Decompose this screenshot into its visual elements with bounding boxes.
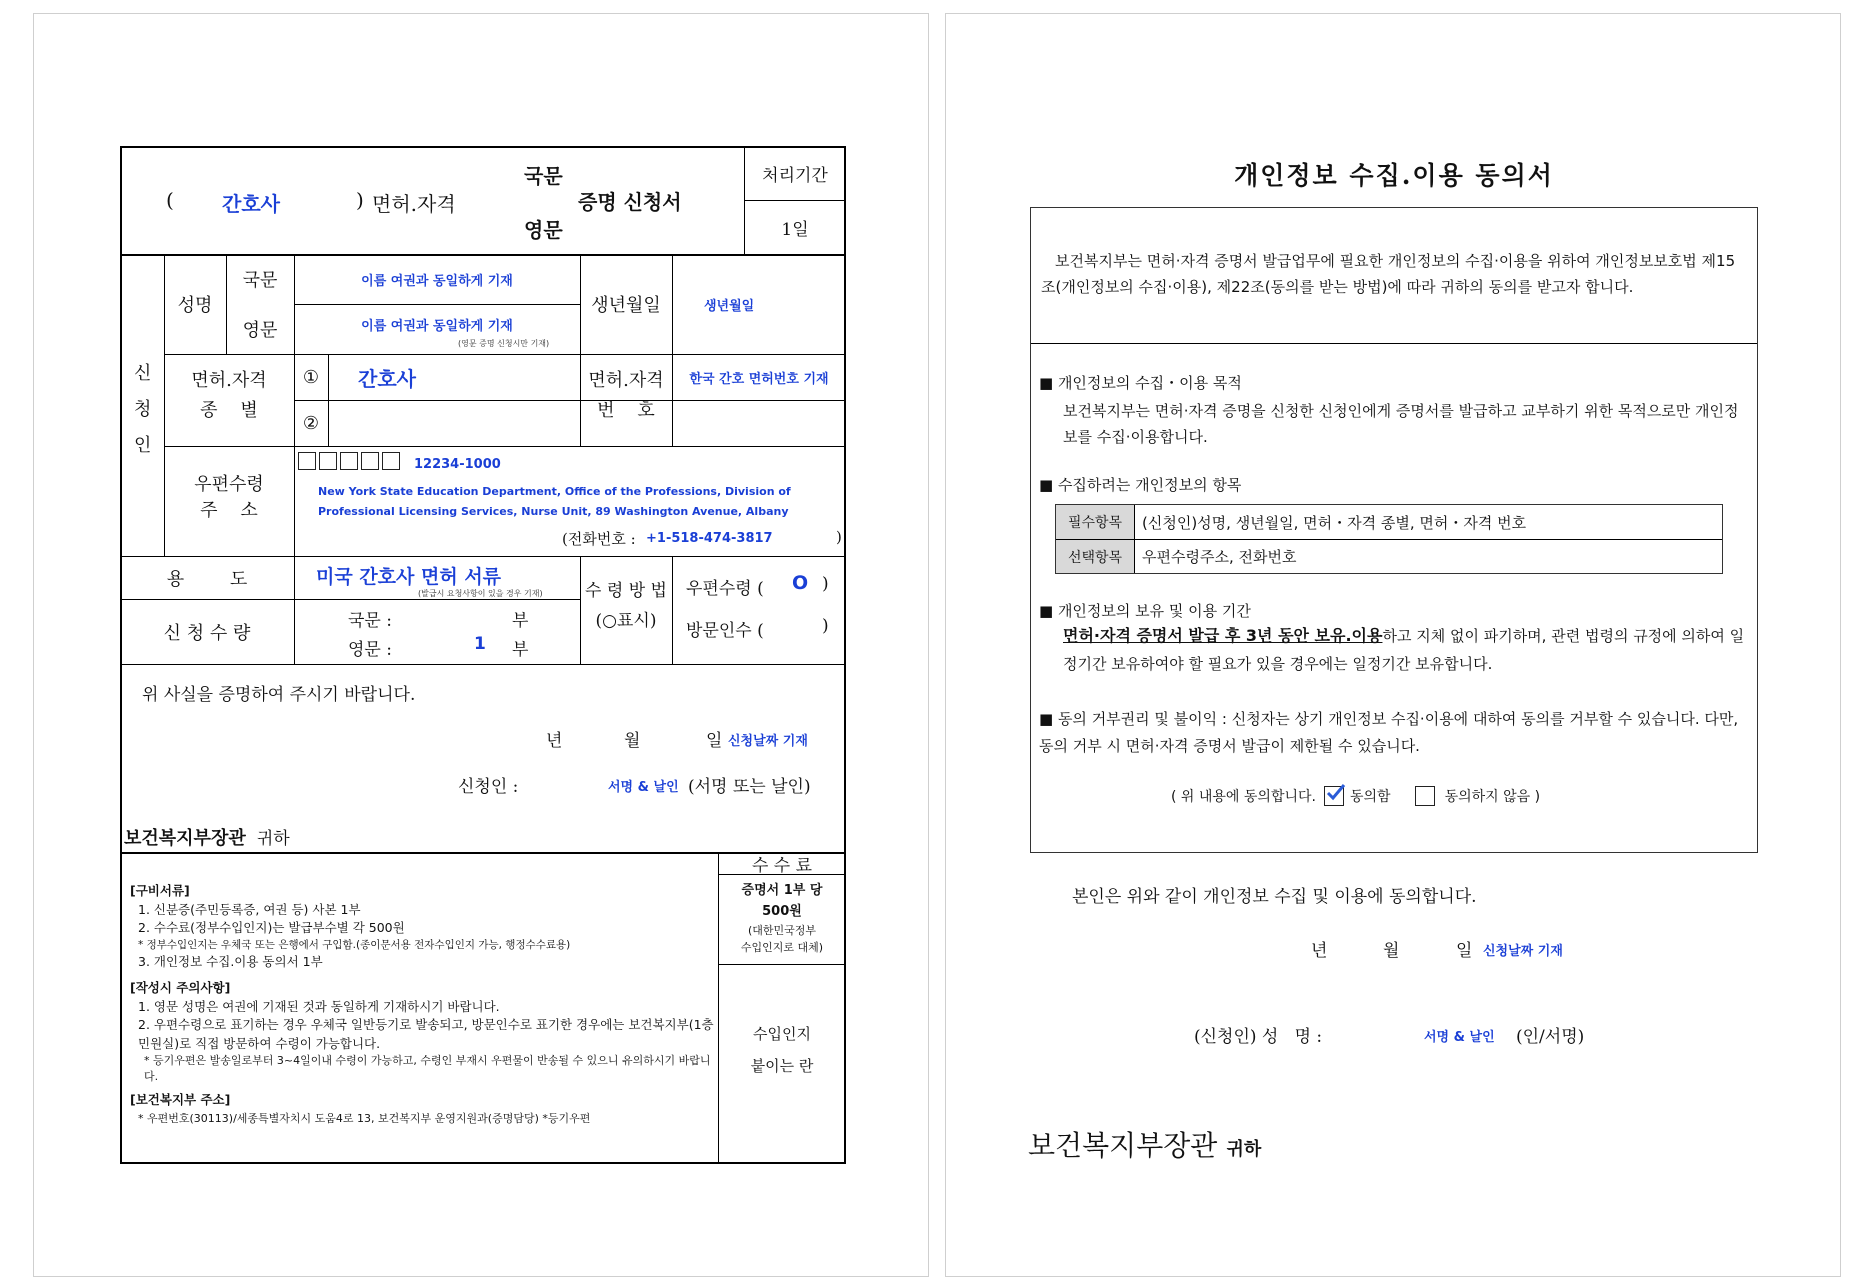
application-form-page [33, 13, 929, 1277]
certify-text: 위 사실을 증명하여 주시기 바랍니다. [142, 685, 416, 705]
qty-en-label: 영문 : [348, 640, 392, 660]
title-paren-open: ( [166, 188, 174, 212]
doc-1: 1. 신분증(주민등록증, 여권 등) 사본 1부 [138, 901, 361, 917]
section-3-title: ■ 개인정보의 보유 및 이용 기간 [1039, 602, 1251, 620]
qty-kr-unit: 부 [512, 611, 529, 631]
check-icon [1324, 782, 1346, 804]
receive-mail-close: ) [822, 574, 829, 594]
phone-label: (전화번호 : [562, 530, 636, 548]
ministry-title: [보건복지부 주소] [130, 1092, 231, 1107]
consent-intro: 보건복지부는 면허·자격 증명서 발급업무에 필요한 개인정보의 수집·이용을 위하여 개인정보보호법 제15조(개인정보의 수집·이용), 제22조(동의를 받는 방법)에 따라 귀하의 동의를 받고자 합니다. [1041, 252, 1736, 296]
zip-value[interactable]: 12234-1000 [414, 457, 501, 472]
section-4-title: ■ 동의 거부권리 및 불이익 : [1039, 710, 1227, 728]
license-type-value[interactable]: 간호사 [222, 192, 280, 216]
addressee-suffix: 귀하 [256, 829, 290, 849]
instructions [130, 882, 714, 1128]
section-3-bold: 면허·자격 증명서 발급 후 3년 동안 보유.이용 [1063, 626, 1383, 645]
fee-title: 수 수 료 [751, 855, 813, 876]
docs-title: [구비서류] [130, 883, 190, 898]
title-license: 면허.자격 [372, 192, 456, 216]
consent-addressee: 보건복지부장관 [1028, 1129, 1218, 1162]
applicant-sign-label: 신청인 : [458, 777, 519, 797]
receive-mail-mark[interactable]: O [792, 572, 809, 594]
agree-checkbox[interactable] [1324, 786, 1344, 806]
license-kind-field-1[interactable]: 간호사 [358, 366, 416, 391]
consent-sign-label: (신청인) 성 명 : [1194, 1027, 1323, 1047]
date-field[interactable]: 신청날짜 기재 [728, 734, 808, 749]
receive-mail-label: 우편수령 ( [686, 579, 764, 599]
doc-2-note: * 정부수입인지는 우체국 또는 은행에서 구입함.(종이문서용 전자수입인지 가능, 행정수수료용) [138, 938, 571, 951]
doc-2: 2. 수수료(정부수입인지)는 발급부수별 각 500원 [138, 920, 405, 935]
section-1-title: ■ 개인정보의 수집・이용 목적 [1039, 374, 1242, 392]
consent-date-year: 년 [1311, 941, 1328, 961]
doc-3: 3. 개인정보 수집.이용 동의서 1부 [138, 953, 323, 969]
license-kind-label-2: 종 별 [200, 400, 258, 421]
title-lang-en: 영문 [524, 218, 563, 242]
name-en-label: 영문 [242, 320, 278, 341]
fee-line-3: (대한민국정부 [747, 924, 817, 937]
applicant-label-2: 청 [134, 399, 152, 420]
receive-label-1: 수 령 방 법 [585, 581, 667, 601]
title-lang-kr: 국문 [524, 164, 563, 188]
name-label: 성명 [177, 295, 213, 316]
receive-visit-label: 방문인수 ( [686, 621, 764, 641]
name-en-field[interactable]: 이름 여권과 동일하게 기재 [361, 318, 513, 334]
agree-no-label: 동의하지 않음 ) [1444, 789, 1541, 805]
title-paren-close: ) [356, 188, 364, 212]
optional-value: 우편수령주소, 전화번호 [1142, 548, 1297, 566]
note-1: 1. 영문 성명은 여권에 기재된 것과 동일하게 기재하시기 바랍니다. [138, 998, 500, 1014]
phone-field[interactable]: +1-518-474-3817 [646, 531, 773, 546]
purpose-note: (발급시 요청사항이 있을 경우 기재) [418, 589, 543, 598]
note-2-sub: * 등기우편은 발송일로부터 3~4일이내 수령이 가능하고, 수령인 부재시 우편물이 반송될 수 있으니 유의하시기 바랍니다. [144, 1054, 711, 1083]
consent-date-day: 일 [1456, 941, 1473, 961]
purpose-field[interactable]: 미국 간호사 면허 서류 [316, 566, 502, 588]
postal-label-1: 우편수령 [194, 474, 264, 495]
section-3-body: 하고 지체 없이 파기하며, 관련 법령의 규정에 의하여 일정기간 보유하여야 할 필요가 있을 경우에는 일정기간 보유합니다. [1063, 627, 1745, 673]
note-2: 2. 우편수령으로 표기하는 경우 우체국 일반등기로 발송되고, 방문인수로 표기한 경우에는 보건복지부(1층 민원실)로 직접 방문하여 수령이 가능합니다. [138, 1017, 714, 1051]
receive-label-2: (○표시) [595, 611, 657, 631]
date-year: 년 [546, 731, 563, 751]
sign-suffix: (서명 또는 날인) [688, 777, 811, 797]
ministry-address: * 우편번호(30113)/세종특별자치시 도움4로 13, 보건복지부 운영지원과(증명담당) *등기우편 [138, 1111, 591, 1125]
consent-box [1030, 207, 1758, 853]
qty-label: 신 청 수 량 [163, 622, 251, 644]
addressee: 보건복지부장관 [124, 828, 246, 849]
postal-label-2: 주 소 [200, 500, 258, 521]
fee-line-4: 수입인지로 대체) [740, 941, 824, 954]
required-value: (신청인)성명, 생년월일, 면허・자격 종별, 면허・자격 번호 [1142, 513, 1527, 532]
name-en-note: (영문 증명 신청시만 기재) [458, 339, 550, 348]
license-no-field[interactable]: 한국 간호 면허번호 기재 [689, 371, 829, 387]
date-month: 월 [624, 731, 641, 751]
consent-sign-field[interactable]: 서명 & 날인 [1424, 1030, 1495, 1045]
license-no-label-2: 번 호 [597, 400, 655, 421]
consent-date-field[interactable]: 신청날짜 기재 [1483, 944, 1563, 959]
date-day: 일 [706, 731, 723, 751]
birth-label: 생년월일 [591, 295, 661, 316]
birth-field[interactable]: 생년월일 [704, 298, 755, 314]
phone-close: ) [836, 528, 842, 546]
required-label: 필수항목 [1056, 505, 1134, 539]
license-no-label-1: 면허.자격 [588, 370, 664, 391]
processing-value: 1일 [781, 219, 809, 240]
applicant-label-1: 신 [134, 363, 152, 384]
receive-visit-close: ) [822, 616, 829, 636]
license-num-1: ① [302, 366, 320, 388]
qty-en-unit: 부 [512, 640, 529, 660]
fee-line-1: 증명서 1부 당 [741, 883, 823, 898]
notes-title: [작성시 주의사항] [130, 980, 231, 995]
consent-title: 개인정보 수집.이용 동의서 [1234, 161, 1554, 190]
optional-label: 선택항목 [1056, 540, 1134, 573]
section-2-title: ■ 수집하려는 개인정보의 항목 [1039, 476, 1242, 494]
qty-en-field[interactable]: 1 [474, 634, 486, 654]
consent-form-page [945, 13, 1841, 1277]
consent-statement: 본인은 위와 같이 개인정보 수집 및 이용에 동의합니다. [1072, 887, 1477, 907]
applicant-label-3: 인 [134, 435, 152, 456]
consent-addressee-suffix: 귀하 [1226, 1139, 1262, 1160]
agree-prefix: ( 위 내용에 동의합니다. [1171, 789, 1316, 805]
name-kr-field[interactable]: 이름 여권과 동일하게 기재 [361, 273, 513, 289]
license-kind-field-2[interactable] [328, 400, 580, 446]
disagree-checkbox[interactable] [1415, 786, 1435, 806]
address-field[interactable]: New York State Education Department, Office of the Professions, Division of Professional Licensing Services, Nurse Unit, 89 Washington Avenue, Albany [318, 485, 791, 518]
receive-visit-mark[interactable] [800, 614, 818, 636]
qty-kr-field[interactable] [470, 606, 500, 628]
stamp-line-2: 붙이는 란 [750, 1057, 814, 1075]
purpose-label: 용 도 [166, 568, 248, 590]
name-kr-label: 국문 [242, 270, 278, 291]
license-num-2: ② [302, 412, 320, 434]
zip-boxes[interactable] [298, 450, 403, 470]
application-form [120, 146, 846, 1164]
fee-line-2: 500원 [762, 904, 802, 919]
section-4-body: 신청자는 상기 개인정보 수집·이용에 대하여 동의를 거부할 수 있습니다. 다만, 동의 거부 시 면허·자격 증명서 발급이 제한될 수 있습니다. [1039, 710, 1739, 755]
sign-field[interactable]: 서명 & 날인 [608, 780, 679, 795]
section-1-body: 보건복지부는 면허·자격 증명을 신청한 신청인에게 증명서를 발급하고 교부하기 위한 목적으로만 개인정보를 수집·이용합니다. [1063, 402, 1739, 446]
processing-label: 처리기간 [762, 165, 828, 186]
consent-date-month: 월 [1383, 941, 1400, 961]
form-title: 증명 신청서 [578, 190, 682, 214]
items-table [1055, 504, 1723, 574]
consent-sign-suffix: (인/서명) [1516, 1027, 1585, 1047]
stamp-line-1: 수입인지 [753, 1025, 811, 1043]
agree-yes-label: 동의함 [1349, 789, 1391, 805]
qty-kr-label: 국문 : [348, 611, 392, 631]
license-kind-label-1: 면허.자격 [191, 370, 267, 391]
